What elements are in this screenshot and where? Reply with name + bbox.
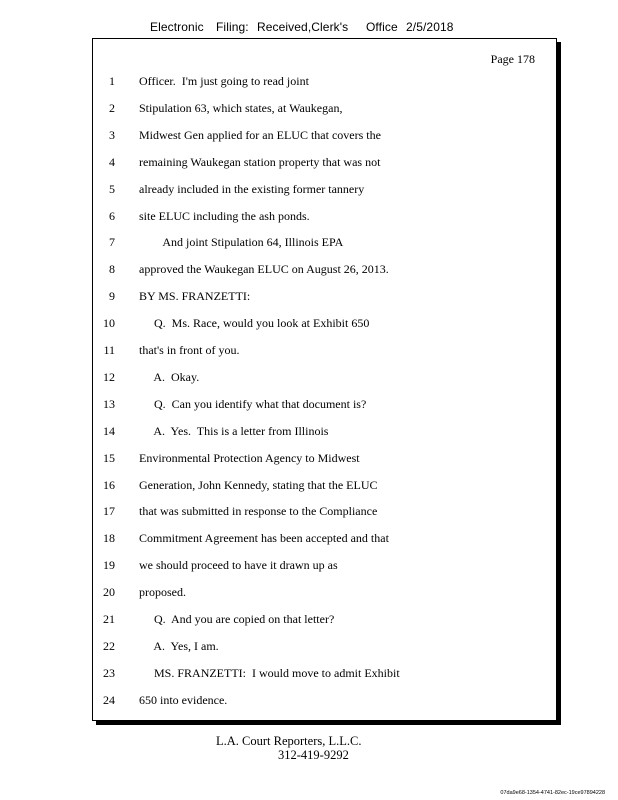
page-number: Page 178	[490, 52, 535, 66]
filing-office-text: Office	[366, 20, 398, 34]
line-number: 13	[103, 396, 115, 411]
line-text: that's in front of you.	[139, 343, 240, 357]
line-number: 18	[103, 531, 115, 546]
line-text: MS. FRANZETTI: I would move to admit Exhibit	[139, 665, 400, 680]
line-number: 5	[109, 181, 115, 196]
filing-electronic-text: Electronic	[150, 20, 204, 34]
line-text: A. Okay.	[139, 369, 200, 384]
line-text: Midwest Gen applied for an ELUC that covers the	[139, 127, 381, 142]
line-number: 20	[103, 585, 115, 600]
line-number: 17	[103, 504, 115, 519]
line-text: that was submitted in response to the Compliance	[139, 504, 378, 519]
line-text: approved the Waukegan ELUC on August 26, 2013.	[139, 262, 389, 277]
line-text: And joint Stipulation 64, Illinois EPA	[139, 235, 344, 250]
line-number: 23	[103, 665, 115, 680]
line-number: 19	[103, 558, 115, 573]
line-text: Q. And you are copied on that letter?	[139, 612, 335, 626]
line-text: Q. Ms. Race, would you look at Exhibit 650	[139, 316, 370, 331]
line-text: Commitment Agreement has been accepted and that	[139, 531, 389, 546]
line-text: we should proceed to have it drawn up as	[139, 558, 338, 573]
line-number: 10	[103, 316, 115, 331]
line-text: site ELUC including the ash ponds.	[139, 208, 310, 223]
line-number: 2	[109, 100, 115, 115]
line-number: 4	[109, 154, 115, 169]
document-hash: 07da9e68-1354-4741-82ec-19ce97894228	[500, 790, 605, 796]
line-text: BY MS. FRANZETTI:	[139, 289, 251, 304]
line-number: 8	[109, 262, 115, 277]
line-number: 12	[103, 369, 115, 384]
filing-date-text: 2/5/2018	[406, 20, 454, 34]
line-number: 22	[103, 638, 115, 653]
filing-received-text: Received,Clerk's	[257, 20, 349, 34]
line-text: Officer. I'm just going to read joint	[139, 74, 309, 88]
line-number: 9	[109, 289, 115, 304]
line-number: 21	[103, 612, 115, 626]
line-text: already included in the existing former tannery	[139, 181, 365, 196]
line-number: 15	[103, 450, 115, 465]
line-text: Stipulation 63, which states, at Waukegan,	[139, 100, 343, 115]
line-number: 16	[103, 477, 115, 492]
line-text: A. Yes. This is a letter from Illinois	[139, 423, 329, 438]
line-text: Q. Can you identify what that document is?	[139, 396, 367, 411]
line-number: 7	[109, 235, 115, 250]
reporter-company: L.A. Court Reporters, L.L.C.	[216, 734, 362, 748]
line-number: 11	[103, 343, 115, 357]
line-text: Environmental Protection Agency to Midwest	[139, 450, 360, 465]
electronic-filing-header	[0, 20, 618, 38]
line-text: proposed.	[139, 585, 186, 600]
line-number: 14	[103, 423, 115, 438]
filing-filing-text: Filing:	[216, 20, 249, 34]
line-text: remaining Waukegan station property that was not	[139, 154, 381, 169]
line-number: 1	[109, 74, 115, 88]
line-number: 3	[109, 127, 115, 142]
reporter-phone: 312-419-9292	[278, 748, 349, 762]
line-text: Generation, John Kennedy, stating that the ELUC	[139, 477, 378, 492]
line-text: 650 into evidence.	[139, 692, 228, 707]
line-number: 6	[109, 208, 115, 223]
line-text: A. Yes, I am.	[139, 638, 219, 653]
transcript-page	[92, 38, 557, 721]
line-number: 24	[103, 692, 115, 707]
